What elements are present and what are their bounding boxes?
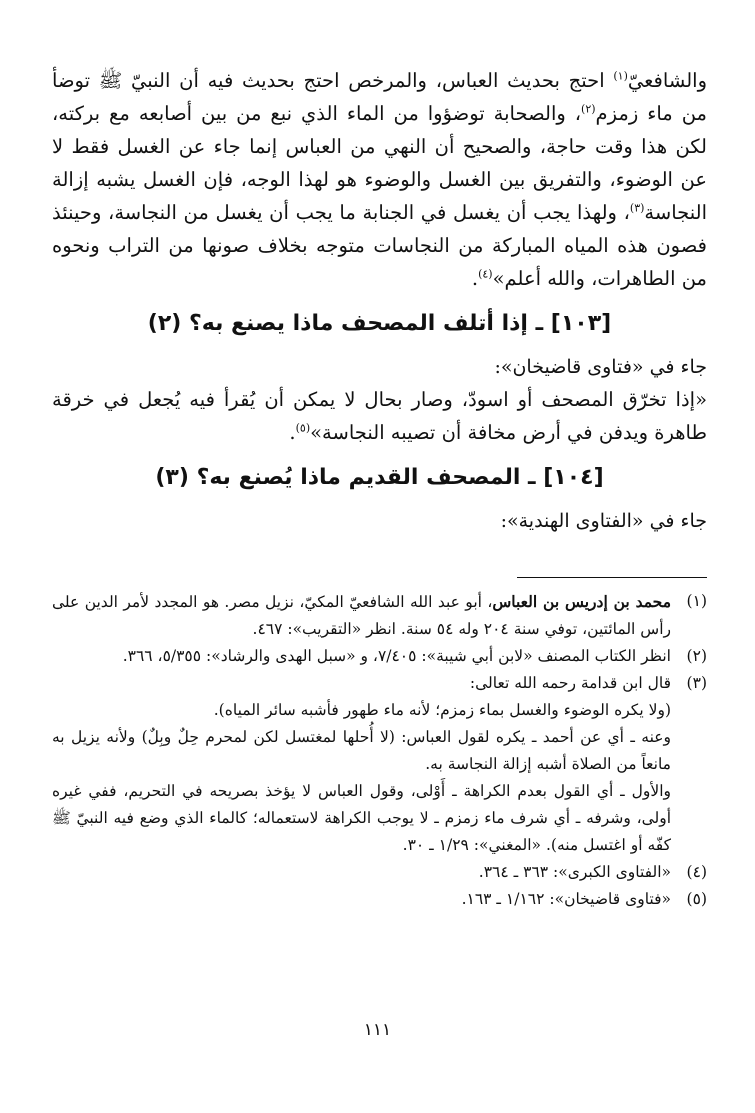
paragraph-1-line-4: . <box>471 267 479 290</box>
footnote-1 <box>52 588 707 643</box>
section-103-heading: [١٠٣] ـ إذا أتلف المصحف ماذا يصنع به؟ (٢) <box>147 311 612 336</box>
paragraph-1-line-3: ، ولهذا يجب أن يغسل في الجنابة ما يجب أن يغسل من النجاسة، وحينئذ فصون هذه المياه المباركة من النجاسات متوجه بخلاف صونها من التراب ونحوه من الطاهرات، والله أعلم» <box>52 201 707 290</box>
paragraph-1 <box>52 64 707 295</box>
footnote-ref-5[interactable]: (٥) <box>295 421 311 435</box>
footnote-number: (٤) <box>686 863 707 881</box>
paragraph-1-line-1: احتج بحديث العباس، والمرخص احتج بحديث فيه أن النبيّ ﷺ توضأ من ماء زمزم <box>52 69 707 125</box>
footnote-text: «فتاوى قاضيخان»: ١/١٦٢ ـ ١٦٣. <box>461 890 671 908</box>
footnote-ref-1[interactable]: (١) <box>613 69 628 83</box>
section-103-quote-end: . <box>289 421 296 444</box>
footnote-ref-4[interactable]: (٤) <box>478 267 493 281</box>
footnotes <box>52 588 707 913</box>
paragraph-1-line-0: والشافعيّ <box>627 69 707 92</box>
footnote-line: وعنه ـ أي عن أحمد ـ يكره لقول العباس: (لا أُحلها لمغتسل لكن لمحرم حِلٌ وبِلٌ) ولأنه يزيل به مانعاً من الصلاة أشبه إزالة النجاسة به. <box>52 728 671 773</box>
section-103-quote-text: «إذا تخرّق المصحف أو اسودّ، وصار بحال لا يمكن أن يُقرأ فيه يُجعل في خرقة طاهرة ويدفن في أرض مخافة أن تصيبه النجاسة» <box>52 388 707 444</box>
paragraph-1-line-2: ، والصحابة توضؤوا من الماء الذي نبع من بين أصابعه مع بركته، لكن هذا وقت حاجة، والصحيح أن النهي من العباس إنما جاء عن الغسل فقط لا عن الوضوء، والتفريق بين الغسل والوضوء هو لهذا الوجه، فإن الغسل يشبه إزالة النجاسة <box>52 102 707 224</box>
footnote-3 <box>52 670 707 859</box>
section-104-intro: جاء في «الفتاوى الهندية»: <box>500 510 707 532</box>
section-103-intro: جاء في «فتاوى قاضيخان»: <box>494 356 707 378</box>
page-number: ١١١ <box>363 1020 392 1040</box>
footnote-text: انظر الكتاب المصنف «لابن أبي شيبة»: ٧/٤٠٥، و «سبل الهدى والرشاد»: ٥/٣٥٥، ٣٦٦. <box>122 647 671 665</box>
footnote-body <box>52 588 671 643</box>
footnote-number: (٢) <box>686 647 707 665</box>
footnote-divider <box>517 577 707 578</box>
footnote-line: قال ابن قدامة رحمه الله تعالى: <box>469 674 671 692</box>
footnote-body <box>52 670 671 859</box>
section-103-quote <box>52 383 707 449</box>
footnote-text: ، أبو عبد الله الشافعيّ المكيّ، نزيل مصر. هو المجدد لأمر الدين على رأس المائتين، توفي سنة ٢٠٤ وله ٥٤ سنة. انظر «التقريب»: ٤٦٧. <box>52 593 671 638</box>
footnote-number: (٣) <box>686 674 707 692</box>
footnote-line: والأول ـ أي القول بعدم الكراهة ـ أَوْلى، وقول العباس لا يؤخذ بصريحه في التحريم، ففي غيره أولى، وشرفه ـ أي شرف ماء زمزم ـ لا يوجب الكراهة لاستعماله؛ كالماء الذي وضع فيه النبيّ ﷺ كفّه أو اغتسل منه). «المغني»: ١/٢٩ ـ ٣٠. <box>52 782 671 854</box>
footnote-text: «الفتاوى الكبرى»: ٣٦٣ ـ ٣٦٤. <box>478 863 671 881</box>
footnote-2 <box>52 643 707 670</box>
footnote-line: (ولا يكره الوضوء والغسل بماء زمزم؛ لأنه ماء طهور فأشبه سائر المياه). <box>213 701 671 719</box>
footnote-number: (١) <box>686 592 707 610</box>
footnote-number: (٥) <box>686 890 707 908</box>
footnote-ref-2[interactable]: (٢) <box>581 102 596 116</box>
footnote-ref-3[interactable]: (٣) <box>629 201 645 215</box>
section-104-heading: [١٠٤] ـ المصحف القديم ماذا يُصنع به؟ (٣) <box>155 465 604 490</box>
footnote-4 <box>52 859 707 886</box>
footnote-5 <box>52 886 707 913</box>
footnote-bold-name: محمد بن إدريس بن العباس <box>492 592 671 611</box>
